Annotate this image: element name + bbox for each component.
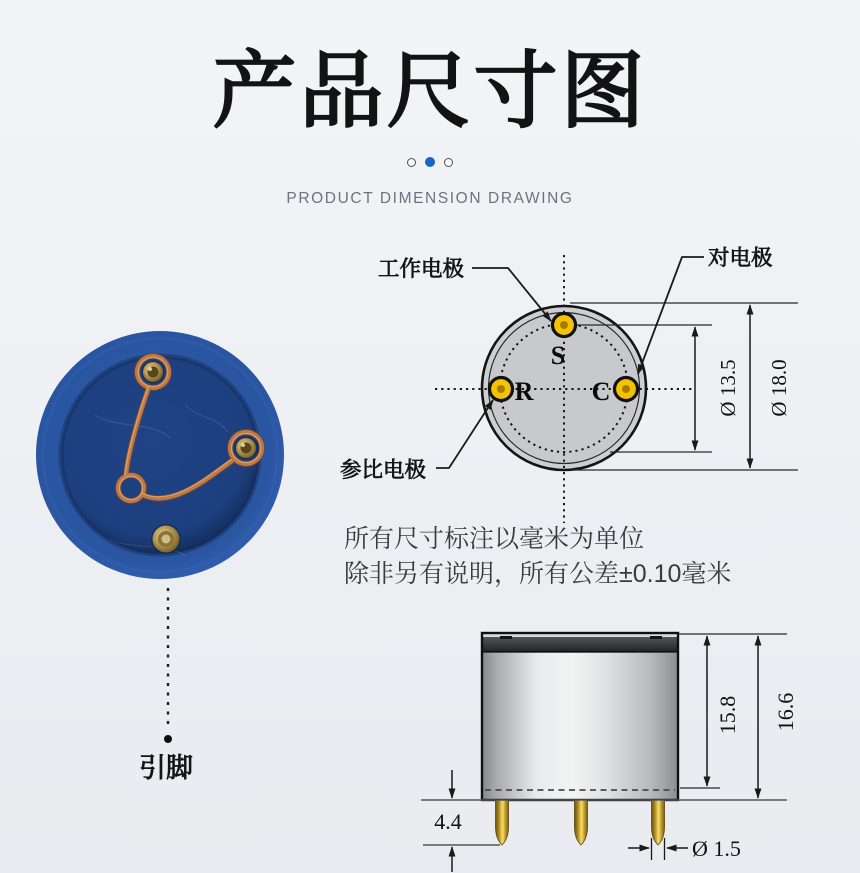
terminal-letter-c: C (591, 377, 611, 406)
dim-pin-length: 4.4 (434, 809, 462, 834)
page-title: 产品尺寸图 (212, 44, 648, 138)
dim-pin-diameter: Ø 1.5 (692, 836, 741, 861)
sensor-pins (496, 800, 665, 845)
electrode-C (615, 378, 638, 401)
pin-label: 引脚 (139, 753, 193, 783)
terminal-letter-r: R (514, 377, 534, 406)
note-line-1: 所有尺寸标注以毫米为单位 (344, 525, 645, 553)
carousel-dot-2-active (425, 157, 435, 167)
label-working-electrode: 工作电极 (378, 257, 465, 281)
pin-top (142, 361, 165, 384)
terminal-letter-s: S (550, 341, 566, 370)
sensor-body (482, 633, 678, 800)
dim-total-height: 16.6 (773, 692, 798, 732)
pin-right (235, 437, 258, 460)
sensor-bottom-photo (0, 320, 320, 800)
pin-leader-line (163, 588, 174, 745)
page-subtitle: PRODUCT DIMENSION DRAWING (286, 190, 574, 207)
dimension-notes (344, 522, 731, 592)
label-reference-electrode: 参比电极 (340, 458, 427, 482)
side-view-drawing (400, 600, 860, 873)
carousel-dots (0, 157, 860, 167)
electrode-S (553, 314, 576, 337)
dim-body-height: 15.8 (715, 695, 740, 735)
dim-outer-diameter: Ø 18.0 (767, 359, 791, 417)
carousel-dot-1 (407, 158, 416, 167)
label-counter-electrode: 对电极 (708, 246, 773, 270)
note-line-2: 除非另有说明，所有公差±0.10毫米 (344, 560, 732, 588)
dim-pin-circle-diameter: Ø 13.5 (716, 359, 740, 417)
pin-bottom (151, 524, 181, 554)
carousel-dot-3 (444, 158, 453, 167)
top-view-drawing (330, 228, 860, 528)
electrode-R (490, 378, 513, 401)
